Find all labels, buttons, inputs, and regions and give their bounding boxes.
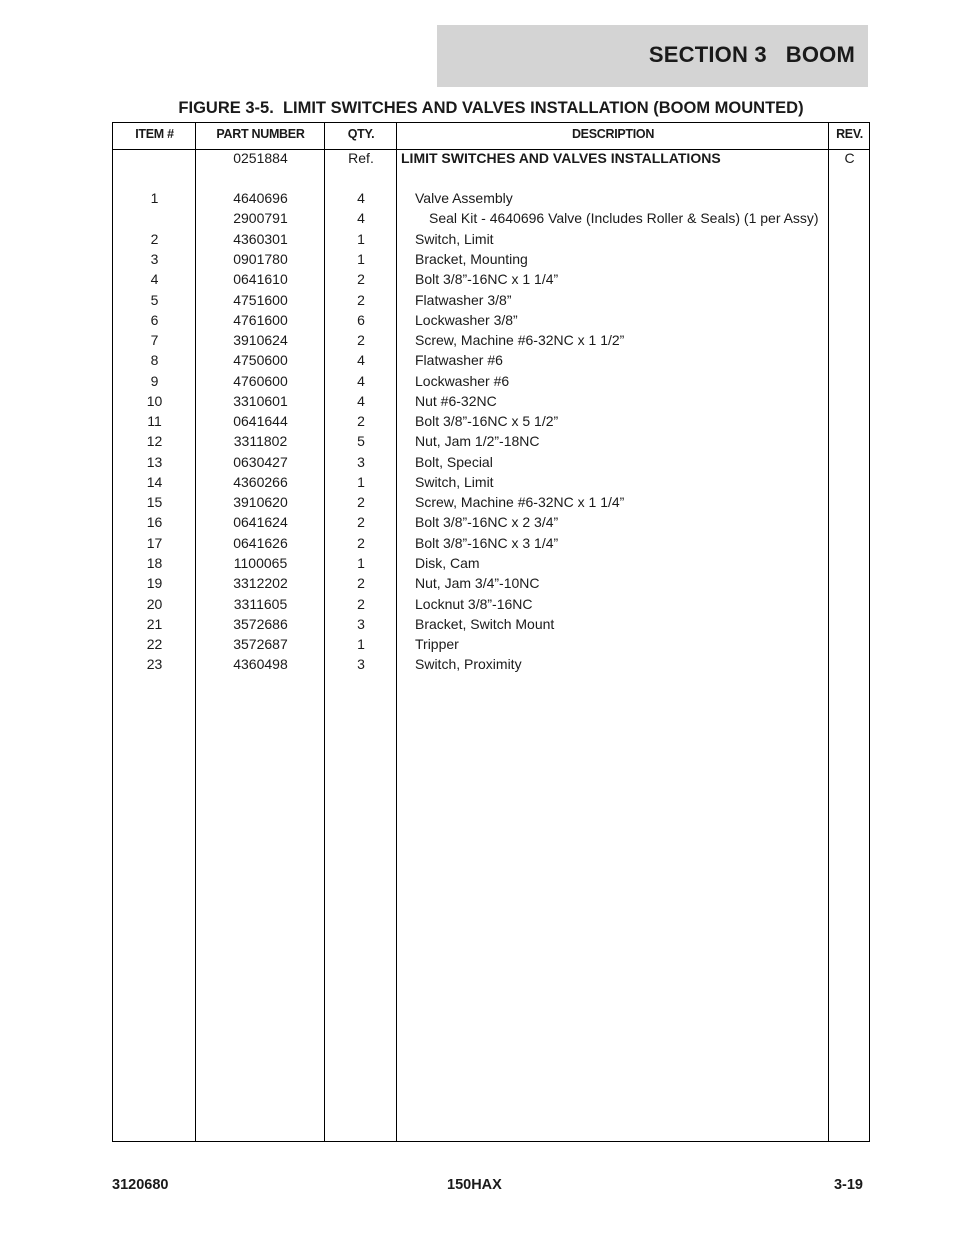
part-number: 4640696 [233,190,288,206]
figure-title: FIGURE 3-5. LIMIT SWITCHES AND VALVES INSTALLATION (BOOM MOUNTED) [178,99,804,117]
part-number: 0901780 [233,251,288,267]
part-number: 3312202 [233,575,288,591]
quantity: 2 [357,514,365,530]
description: Nut, Jam 3/4”-10NC [415,575,540,591]
model-name: 150HAX [447,1177,502,1193]
description: Tripper [415,636,459,652]
page-number: 3-19 [833,1177,863,1193]
table-row [113,575,869,595]
description: Bolt 3/8”-16NC x 1 1/4” [415,271,559,287]
section-banner [437,25,868,87]
item-number: 7 [150,332,159,348]
table-row [113,150,869,170]
quantity: 4 [357,210,365,226]
quantity: 1 [357,231,365,247]
part-number: 4750600 [233,352,288,368]
table-row [113,332,869,352]
item-number: 18 [146,555,163,571]
part-number: 3910624 [233,332,288,348]
item-number: 19 [146,575,163,591]
quantity: 2 [357,596,365,612]
table-row [113,656,869,676]
column-header-rev: REV. [836,127,863,141]
description: Lockwasher 3/8” [415,312,518,328]
description: Nut #6-32NC [415,393,497,409]
description: Bolt 3/8”-16NC x 5 1/2” [415,413,559,429]
description: Screw, Machine #6-32NC x 1 1/4” [415,494,625,510]
part-number: 3311802 [233,433,288,449]
quantity: 4 [357,393,365,409]
part-number: 4751600 [233,292,288,308]
part-number: 3572686 [233,616,288,632]
part-number: 1100065 [233,555,288,571]
table-row [113,433,869,453]
description: Bolt 3/8”-16NC x 3 1/4” [415,535,559,551]
description: Seal Kit - 4640696 Valve (Includes Roller & Seals) (1 per Assy) [429,210,819,226]
description: Bolt, Special [415,454,493,470]
part-number: 0641624 [233,514,288,530]
part-number: 4360301 [233,231,288,247]
description: Bracket, Switch Mount [415,616,555,632]
part-number: 4761600 [233,312,288,328]
item-number: 2 [150,231,159,247]
description: Flatwasher #6 [415,352,503,368]
description: Switch, Limit [415,474,494,490]
part-number: 0630427 [233,454,288,470]
item-number: 16 [146,514,163,530]
quantity: 2 [357,332,365,348]
item-number: 3 [150,251,159,267]
doc-number: 3120680 [112,1177,169,1193]
item-number: 12 [146,433,163,449]
section-title: SECTION 3 BOOM [648,42,855,67]
description: Valve Assembly [415,190,513,206]
part-number: 4360498 [233,656,288,672]
quantity: 4 [357,352,365,368]
quantity: 2 [357,271,365,287]
table-row [113,596,869,616]
item-number: 17 [146,535,163,551]
quantity: 1 [357,251,365,267]
quantity: 6 [357,312,365,328]
description: Nut, Jam 1/2”-18NC [415,433,540,449]
column-header-description: DESCRIPTION [571,127,655,141]
table-row [113,312,869,332]
part-number: 0641610 [233,271,288,287]
table-row [113,474,869,494]
table-row [113,514,869,534]
part-number: 0251884 [233,150,288,166]
quantity: 3 [357,656,365,672]
part-number: 3310601 [233,393,288,409]
quantity: Ref. [348,150,374,166]
quantity: 2 [357,494,365,510]
item-number: 22 [146,636,163,652]
quantity: 2 [357,413,365,429]
part-number: 3572687 [233,636,288,652]
parts-table [112,122,870,1142]
table-row [113,494,869,514]
part-number: 0641626 [233,535,288,551]
table-row [113,413,869,433]
description: LIMIT SWITCHES AND VALVES INSTALLATIONS [401,150,721,166]
column-header-item: ITEM # [135,127,174,141]
revision: C [844,150,855,166]
item-number: 13 [146,454,163,470]
table-row [113,555,869,575]
item-number: 9 [150,373,159,389]
item-number: 21 [146,616,163,632]
quantity: 2 [357,292,365,308]
item-number: 10 [146,393,163,409]
quantity: 1 [357,474,365,490]
table-row [113,210,869,230]
quantity: 2 [357,575,365,591]
table-row [113,352,869,372]
quantity: 1 [357,555,365,571]
description: Lockwasher #6 [415,373,510,389]
table-row [113,251,869,271]
description: Screw, Machine #6-32NC x 1 1/2” [415,332,625,348]
table-row [113,373,869,393]
quantity: 4 [357,190,365,206]
quantity: 1 [357,636,365,652]
item-number: 23 [146,656,163,672]
part-number: 3910620 [233,494,288,510]
table-row [113,616,869,636]
table-row [113,393,869,413]
part-number: 0641644 [233,413,288,429]
table-row [113,190,869,210]
part-number: 4360266 [233,474,288,490]
column-header-part-number: PART NUMBER [216,127,305,141]
table-row [113,535,869,555]
quantity: 2 [357,535,365,551]
description: Flatwasher 3/8” [415,292,512,308]
part-number: 4760600 [233,373,288,389]
item-number: 5 [150,292,159,308]
table-row [113,271,869,291]
item-number: 4 [150,271,159,287]
table-row [113,454,869,474]
table-row [113,292,869,312]
column-header-qty: QTY. [347,127,375,141]
quantity: 3 [357,454,365,470]
description: Disk, Cam [415,555,480,571]
item-number: 11 [147,413,162,429]
description: Switch, Proximity [415,656,522,672]
description: Locknut 3/8”-16NC [415,596,533,612]
part-number: 3311605 [233,596,288,612]
description: Bracket, Mounting [415,251,528,267]
quantity: 3 [357,616,365,632]
table-row [113,231,869,251]
item-number: 14 [146,474,163,490]
table-header [113,123,869,150]
item-number: 1 [150,190,159,206]
quantity: 5 [357,433,365,449]
item-number: 20 [146,596,163,612]
item-number: 15 [146,494,163,510]
description: Switch, Limit [415,231,494,247]
quantity: 4 [357,373,365,389]
description: Bolt 3/8”-16NC x 2 3/4” [415,514,559,530]
item-number: 8 [150,352,159,368]
table-row [113,636,869,656]
part-number: 2900791 [233,210,288,226]
item-number: 6 [150,312,159,328]
